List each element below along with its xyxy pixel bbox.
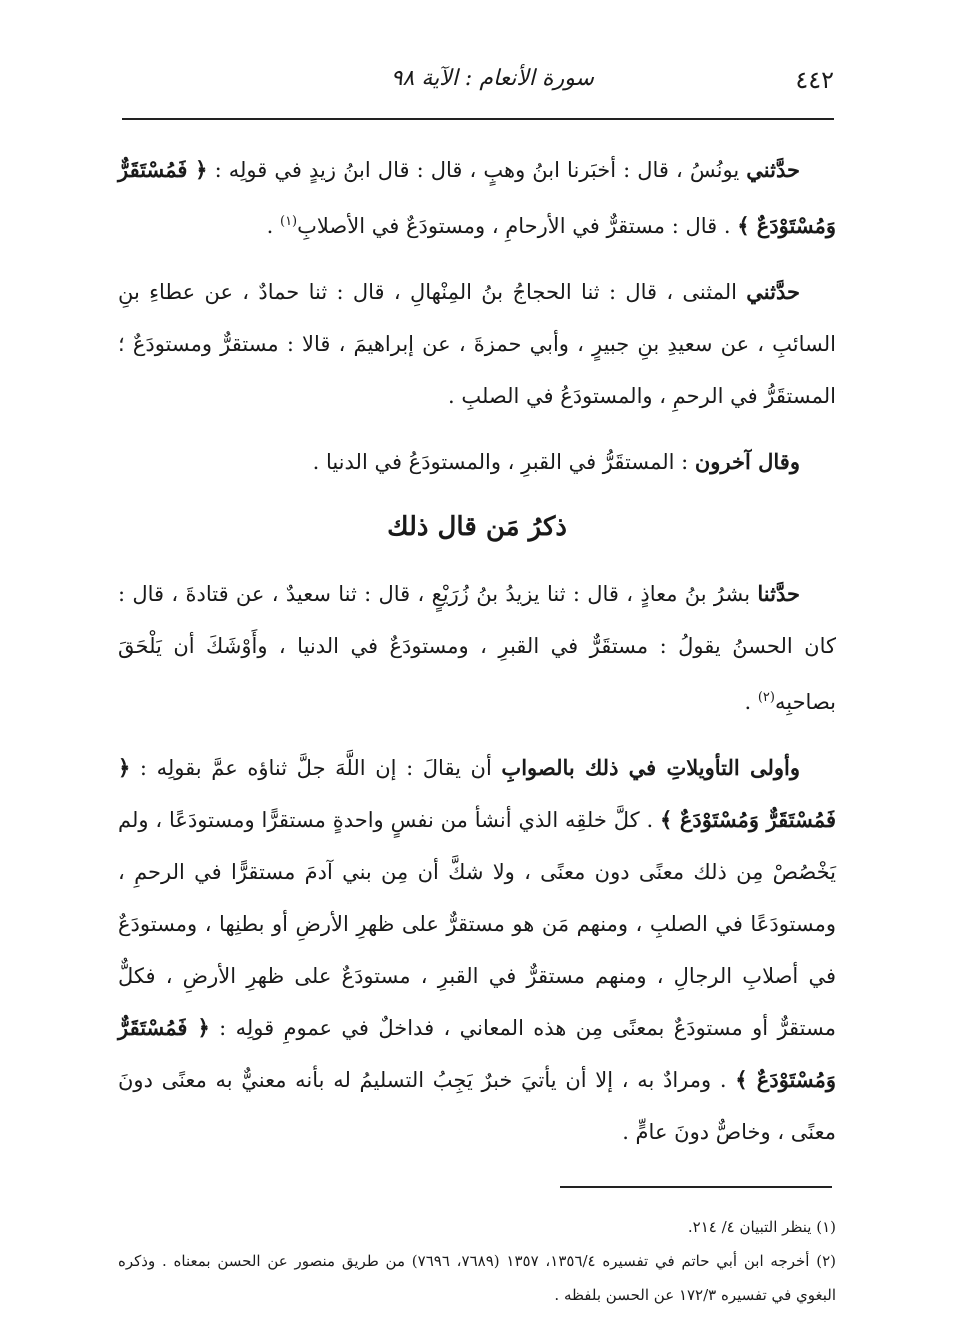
paragraph-2 xyxy=(118,266,836,422)
narration-lead: حدَّثني xyxy=(746,279,800,304)
footnote-marker: (١) xyxy=(279,214,298,229)
running-title: سورة الأنعام : الآية ٩٨ xyxy=(390,66,594,91)
page-number: ٤٤٢ xyxy=(795,66,834,94)
paragraph-3 xyxy=(118,436,836,488)
paragraph-text: . كلَّ خلقِه الذي أنشأ من نفسٍ واحدةٍ مستقرًّا ومستودَعًا ، ولم يَخْصُصْ مِن ذلك معنًى دون معنًى ، ولا شكَّ أن مِن بني آدمَ مستقرًّا في الرحمِ ، ومستودَعًا في الصلبِ ، ومنهم مَن هو مستقرٌّ على ظهرِ الأرضِ أو بطنِها ، ومستودَعٌ في أصلابِ الرجالِ ، ومنهم مستقرٌّ في القبرِ ، مستودَعٌ على ظهرِ الأرضِ ، فكلٌّ مستقرٌّ أو مستودَعٌ بمعنًى مِن هذه المعاني ، فداخلٌ في عمومِ قولِه : xyxy=(118,808,836,1040)
page-header xyxy=(122,64,834,104)
quran-quote: ﴿ فَمُسْتَقَرٌّ وَمُسْتَوْدَعٌ ﴾ xyxy=(118,157,836,238)
quran-quote: ﴿ فَمُسْتَقَرٌّ وَمُسْتَوْدَعٌ ﴾ xyxy=(118,1015,836,1092)
narration-lead: وأولى التأويلاتِ في ذلك بالصوابِ xyxy=(501,755,801,780)
paragraph-5 xyxy=(118,742,836,1158)
footnotes xyxy=(118,1210,836,1312)
paragraph-text: أن يقالَ : إن اللَّهَ جلَّ ثناؤه عمَّ بقولِه : xyxy=(130,756,502,780)
paragraph-text: المثنى ، قال : ثنا الحجاجُ بنُ المِنْهالِ ، قال : ثنا حمادٌ ، عن عطاءِ بنِ السائبِ ، عن سعيدِ بنِ جبيرٍ ، وأبي حمزةَ ، عن إبراهيمَ ، قالا : مستقرٌّ ومستودَعٌ ؛ المستقَرُّ في الرحمِ ، والمستودَعُ في الصلبِ . xyxy=(118,280,836,408)
footnote-1: (١) ينظر التبيان ٤/ ٢١٤. xyxy=(687,1218,836,1236)
section-heading: ذكرُ مَن قال ذلك xyxy=(387,512,567,542)
paragraph-end: . xyxy=(744,690,758,714)
paragraph-text: بشرُ بنُ معاذٍ ، قال : ثنا يزيدُ بنُ زُرَيْعٍ ، قال : ثنا سعيدٌ ، عن قتادةَ ، قال : كان الحسنُ يقولُ : مستقَرٌّ في القبرِ ، ومستودَعٌ في الدنيا ، وأَوْشَكَ أن يَلْحَقَ بصاحبِه xyxy=(118,582,836,714)
narration-lead: حدَّثني xyxy=(746,157,800,182)
paragraph-4 xyxy=(118,568,836,728)
header-divider xyxy=(122,118,834,120)
footnote-marker: (٢) xyxy=(757,690,775,705)
narration-lead: حدَّثنا xyxy=(757,581,800,606)
paragraph-text: يونُسُ ، قال : أخبَرنا ابنُ وهبٍ ، قال : قال ابنُ زيدٍ في قولِه : xyxy=(207,158,747,182)
quran-quote: ﴿ فَمُسْتَقَرٌّ وَمُسْتَوْدَعٌ ﴾ xyxy=(118,755,836,832)
paragraph-1 xyxy=(118,144,836,252)
paragraph-text: . ومرادٌ به ، إلا أن يأتيَ خبرٌ يَجِبُ التسليمُ له بأنه معنيٌّ به معنًى دونَ معنًى ، وخاصٌّ دونَ عامٍّ . xyxy=(118,1068,836,1144)
paragraph-text: : المستقَرُّ في القبرِ ، والمستودَعُ في الدنيا . xyxy=(312,450,695,474)
footnote-divider xyxy=(560,1186,832,1188)
paragraph-end: . xyxy=(266,214,280,238)
paragraph-text: . قال : مستقرٌّ في الأرحامِ ، ومستودَعٌ في الأصلابِ xyxy=(297,214,738,238)
footnote-2: (٢) أخرجه ابن أبي حاتم في تفسيره ١٣٥٦/٤، ١٣٥٧ (٧٦٨٩، ٧٦٩٦) من طريق منصور عن الحسن بمعناه . وذكره البغوي في تفسيره ١٧٢/٣ عن الحسن بلفظه . xyxy=(118,1252,837,1304)
main-text xyxy=(118,144,836,1172)
narration-lead: وقال آخرون xyxy=(694,449,800,474)
